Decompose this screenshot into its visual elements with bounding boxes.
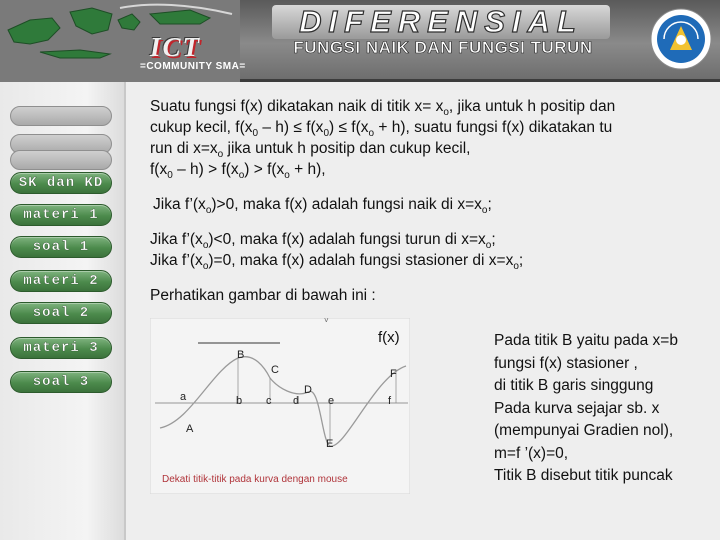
page-subtitle: FUNGSI NAIK DAN FUNGSI TURUN xyxy=(293,38,593,57)
x-mark-f: f xyxy=(388,395,392,407)
x-mark-e: e xyxy=(328,395,335,407)
perhatikan-line: Perhatikan gambar di bawah ini : xyxy=(150,287,376,304)
sidebar-item-materi-1[interactable]: materi 1 xyxy=(10,204,112,226)
explanation-line: Pada titik B yaitu pada x=b xyxy=(494,332,678,349)
sidebar xyxy=(0,82,126,540)
explanation-line: m=f ’(x)=0, xyxy=(494,444,569,462)
point-label-e: E xyxy=(326,438,334,450)
explanation-line: Titik B disebut titik puncak xyxy=(494,467,673,484)
graph-marker-top: ˅ xyxy=(324,318,329,325)
sidebar-decorative-pill xyxy=(10,150,112,170)
sidebar-item-materi-3[interactable]: materi 3 xyxy=(10,337,112,359)
sidebar-item-materi-2[interactable]: materi 2 xyxy=(10,270,112,292)
x-mark-c: c xyxy=(266,395,272,407)
content-area xyxy=(150,96,710,320)
sidebar-item-sk-dan-kd[interactable]: SK dan KD xyxy=(10,172,112,194)
explanation-line: di titik B garis singgung xyxy=(494,377,654,394)
point-label-a: A xyxy=(186,423,194,435)
sidebar-item-soal-3[interactable]: soal 3 xyxy=(10,371,112,393)
sidebar-item-soal-2[interactable]: soal 2 xyxy=(10,302,112,324)
fx-label: f(x) xyxy=(378,329,400,346)
point-label-d: D xyxy=(304,384,312,396)
header-banner xyxy=(0,0,720,82)
function-graph[interactable] xyxy=(150,318,410,494)
definition-paragraph: Suatu fungsi f(x) dikatakan naik di titik $x= x_o$, jika untuk h positip dan cukup kecil, $f(x_0 - h) \le f(x_0) \le f(x_o + h)$, suatu fungsi f(x) dikatakan tu run di $x=x_o$ jika untuk h positip dan cukup kecil, $f(x_0 - h) > f(x_o) > f(x_o + h)$, xyxy=(150,98,616,182)
tut-wuri-handayani-emblem xyxy=(650,6,712,72)
page-title: DIFERENSIAL xyxy=(272,5,610,39)
point-label-b: B xyxy=(237,349,245,361)
explanation-text xyxy=(494,330,716,488)
graph-caption: Dekati titik-titik pada kurva dengan mouse xyxy=(162,474,348,485)
sidebar-decorative-pill xyxy=(10,106,112,126)
explanation-line: fungsi f(x) stasioner , xyxy=(494,354,638,372)
point-label-c: C xyxy=(271,364,279,376)
sidebar-item-soal-1[interactable]: soal 1 xyxy=(10,236,112,258)
x-mark-d: d xyxy=(293,395,300,407)
rule-decreasing-stationary: Jika $f’(x_o)<0$, maka f(x) adalah fungsi turun di $x=x_o$; Jika $f’(x_o)=0$, maka f(x) adalah fungsi stasioner di $x=x_o$; xyxy=(150,231,524,273)
x-mark-b: b xyxy=(236,395,243,407)
point-label-f: F xyxy=(390,368,397,380)
explanation-line: Pada kurva sejajar sb. x xyxy=(494,399,660,417)
x-mark-a: a xyxy=(180,391,187,403)
rule-increasing: Jika $f’(x_o)>0$, maka f(x) adalah fungsi naik di $x=x_o$; xyxy=(153,196,492,217)
logo-community-text: =COMMUNITY SMA= xyxy=(140,61,246,72)
graph-background xyxy=(150,318,410,494)
logo-ict: ICT xyxy=(150,32,202,62)
explanation-line: (mempunyai Gradien nol), xyxy=(494,422,674,439)
